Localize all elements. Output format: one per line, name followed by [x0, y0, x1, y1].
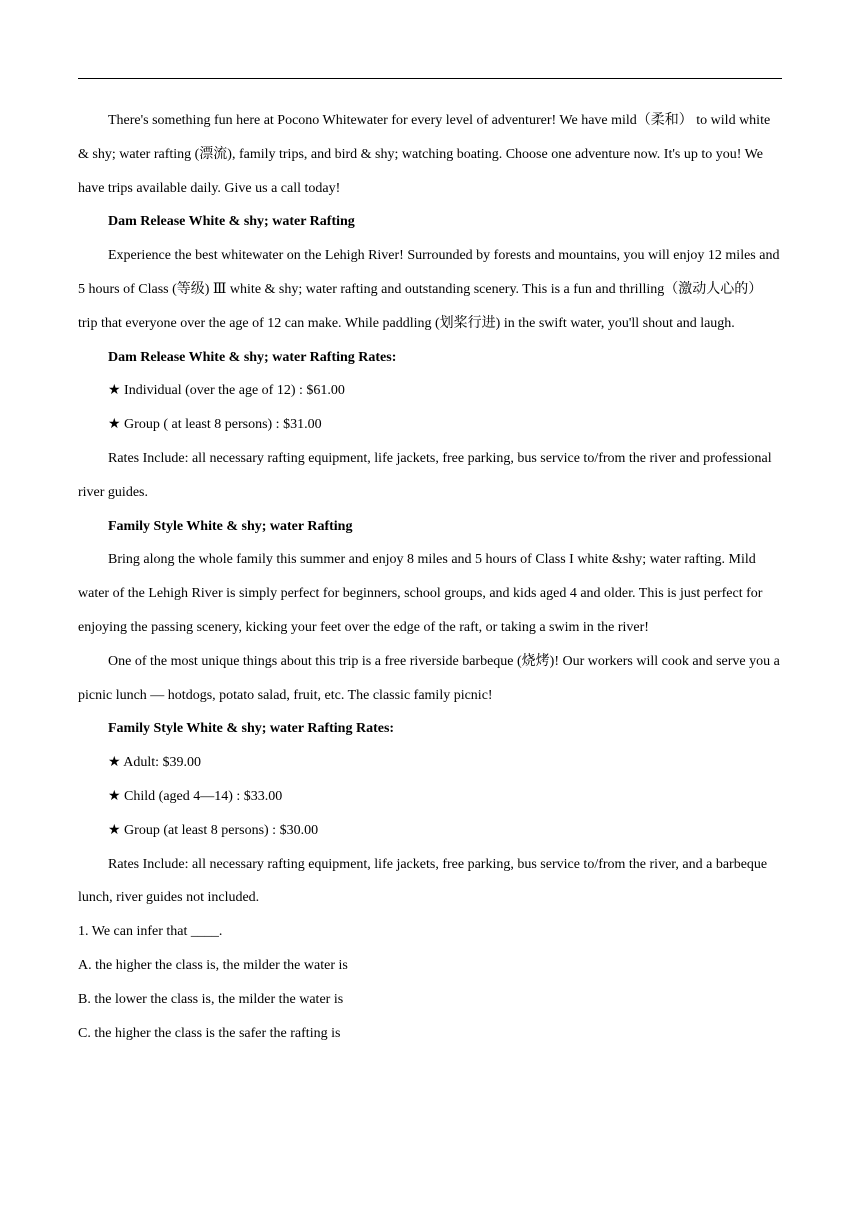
rate-group-dam: ★ Group ( at least 8 persons) : $31.00: [108, 417, 322, 433]
rate-individual: ★ Individual (over the age of 12) : $61.00: [108, 383, 345, 399]
question-stem: 1. We can infer that ____.: [78, 924, 223, 940]
dam-release-description: Experience the best whitewater on the Lehigh River! Surrounded by forests and mountains, you will enjoy 12 miles and 5 hours of Class (等级) Ⅲ white & shy; water rafting and outstanding scenery. This is a fun and thrilling（激动人心的） trip that everyone over the age of 12 can make. While paddling (划桨行进) in the swift water, you'll shout and laugh.: [78, 248, 780, 331]
document-body: [78, 104, 784, 1050]
rate-group-family: ★ Group (at least 8 persons) : $30.00: [108, 822, 319, 838]
option-c: C. the higher the class is the safer the rafting is: [78, 1025, 341, 1041]
intro-paragraph: There's something fun here at Pocono Whitewater for every level of adventurer! We have mild（柔和） to wild white & shy; water rafting (漂流), family trips, and bird & shy; watching boating. Choose one adventure now. It's up to you! We have trips available daily. Give us a call today!: [78, 113, 771, 196]
rate-child: ★ Child (aged 4—14) : $33.00: [108, 788, 283, 804]
option-a: A. the higher the class is, the milder the water is: [78, 957, 348, 973]
section-heading-family-style-rates: Family Style White & shy; water Rafting Rates:: [108, 721, 395, 737]
family-style-barbeque: One of the most unique things about this trip is a free riverside barbeque (烧烤)! Our workers will cook and serve you a picnic lunch — hotdogs, potato salad, fruit, etc. The classic family picnic!: [78, 653, 780, 703]
rate-adult: ★ Adult: $39.00: [108, 755, 202, 771]
section-heading-dam-release: Dam Release White & shy; water Rafting: [108, 214, 355, 230]
family-style-description: Bring along the whole family this summer and enjoy 8 miles and 5 hours of Class I white &shy; water rafting. Mild water of the Lehigh River is simply perfect for beginners, school groups, and kids aged 4 and older. This is just perfect for enjoying the passing scenery, kicking your feet over the edge of the raft, or taking a swim in the river!: [78, 552, 763, 635]
header-rule: [78, 78, 782, 79]
option-b: B. the lower the class is, the milder the water is: [78, 991, 344, 1007]
section-heading-family-style: Family Style White & shy; water Rafting: [108, 518, 353, 534]
rates-include-family: Rates Include: all necessary rafting equipment, life jackets, free parking, bus service to/from the river, and a barbeque lunch, river guides not included.: [78, 856, 768, 906]
rates-include-dam: Rates Include: all necessary rafting equipment, life jackets, free parking, bus service to/from the river and professional river guides.: [78, 450, 772, 500]
section-heading-dam-release-rates: Dam Release White & shy; water Rafting Rates:: [108, 349, 397, 365]
